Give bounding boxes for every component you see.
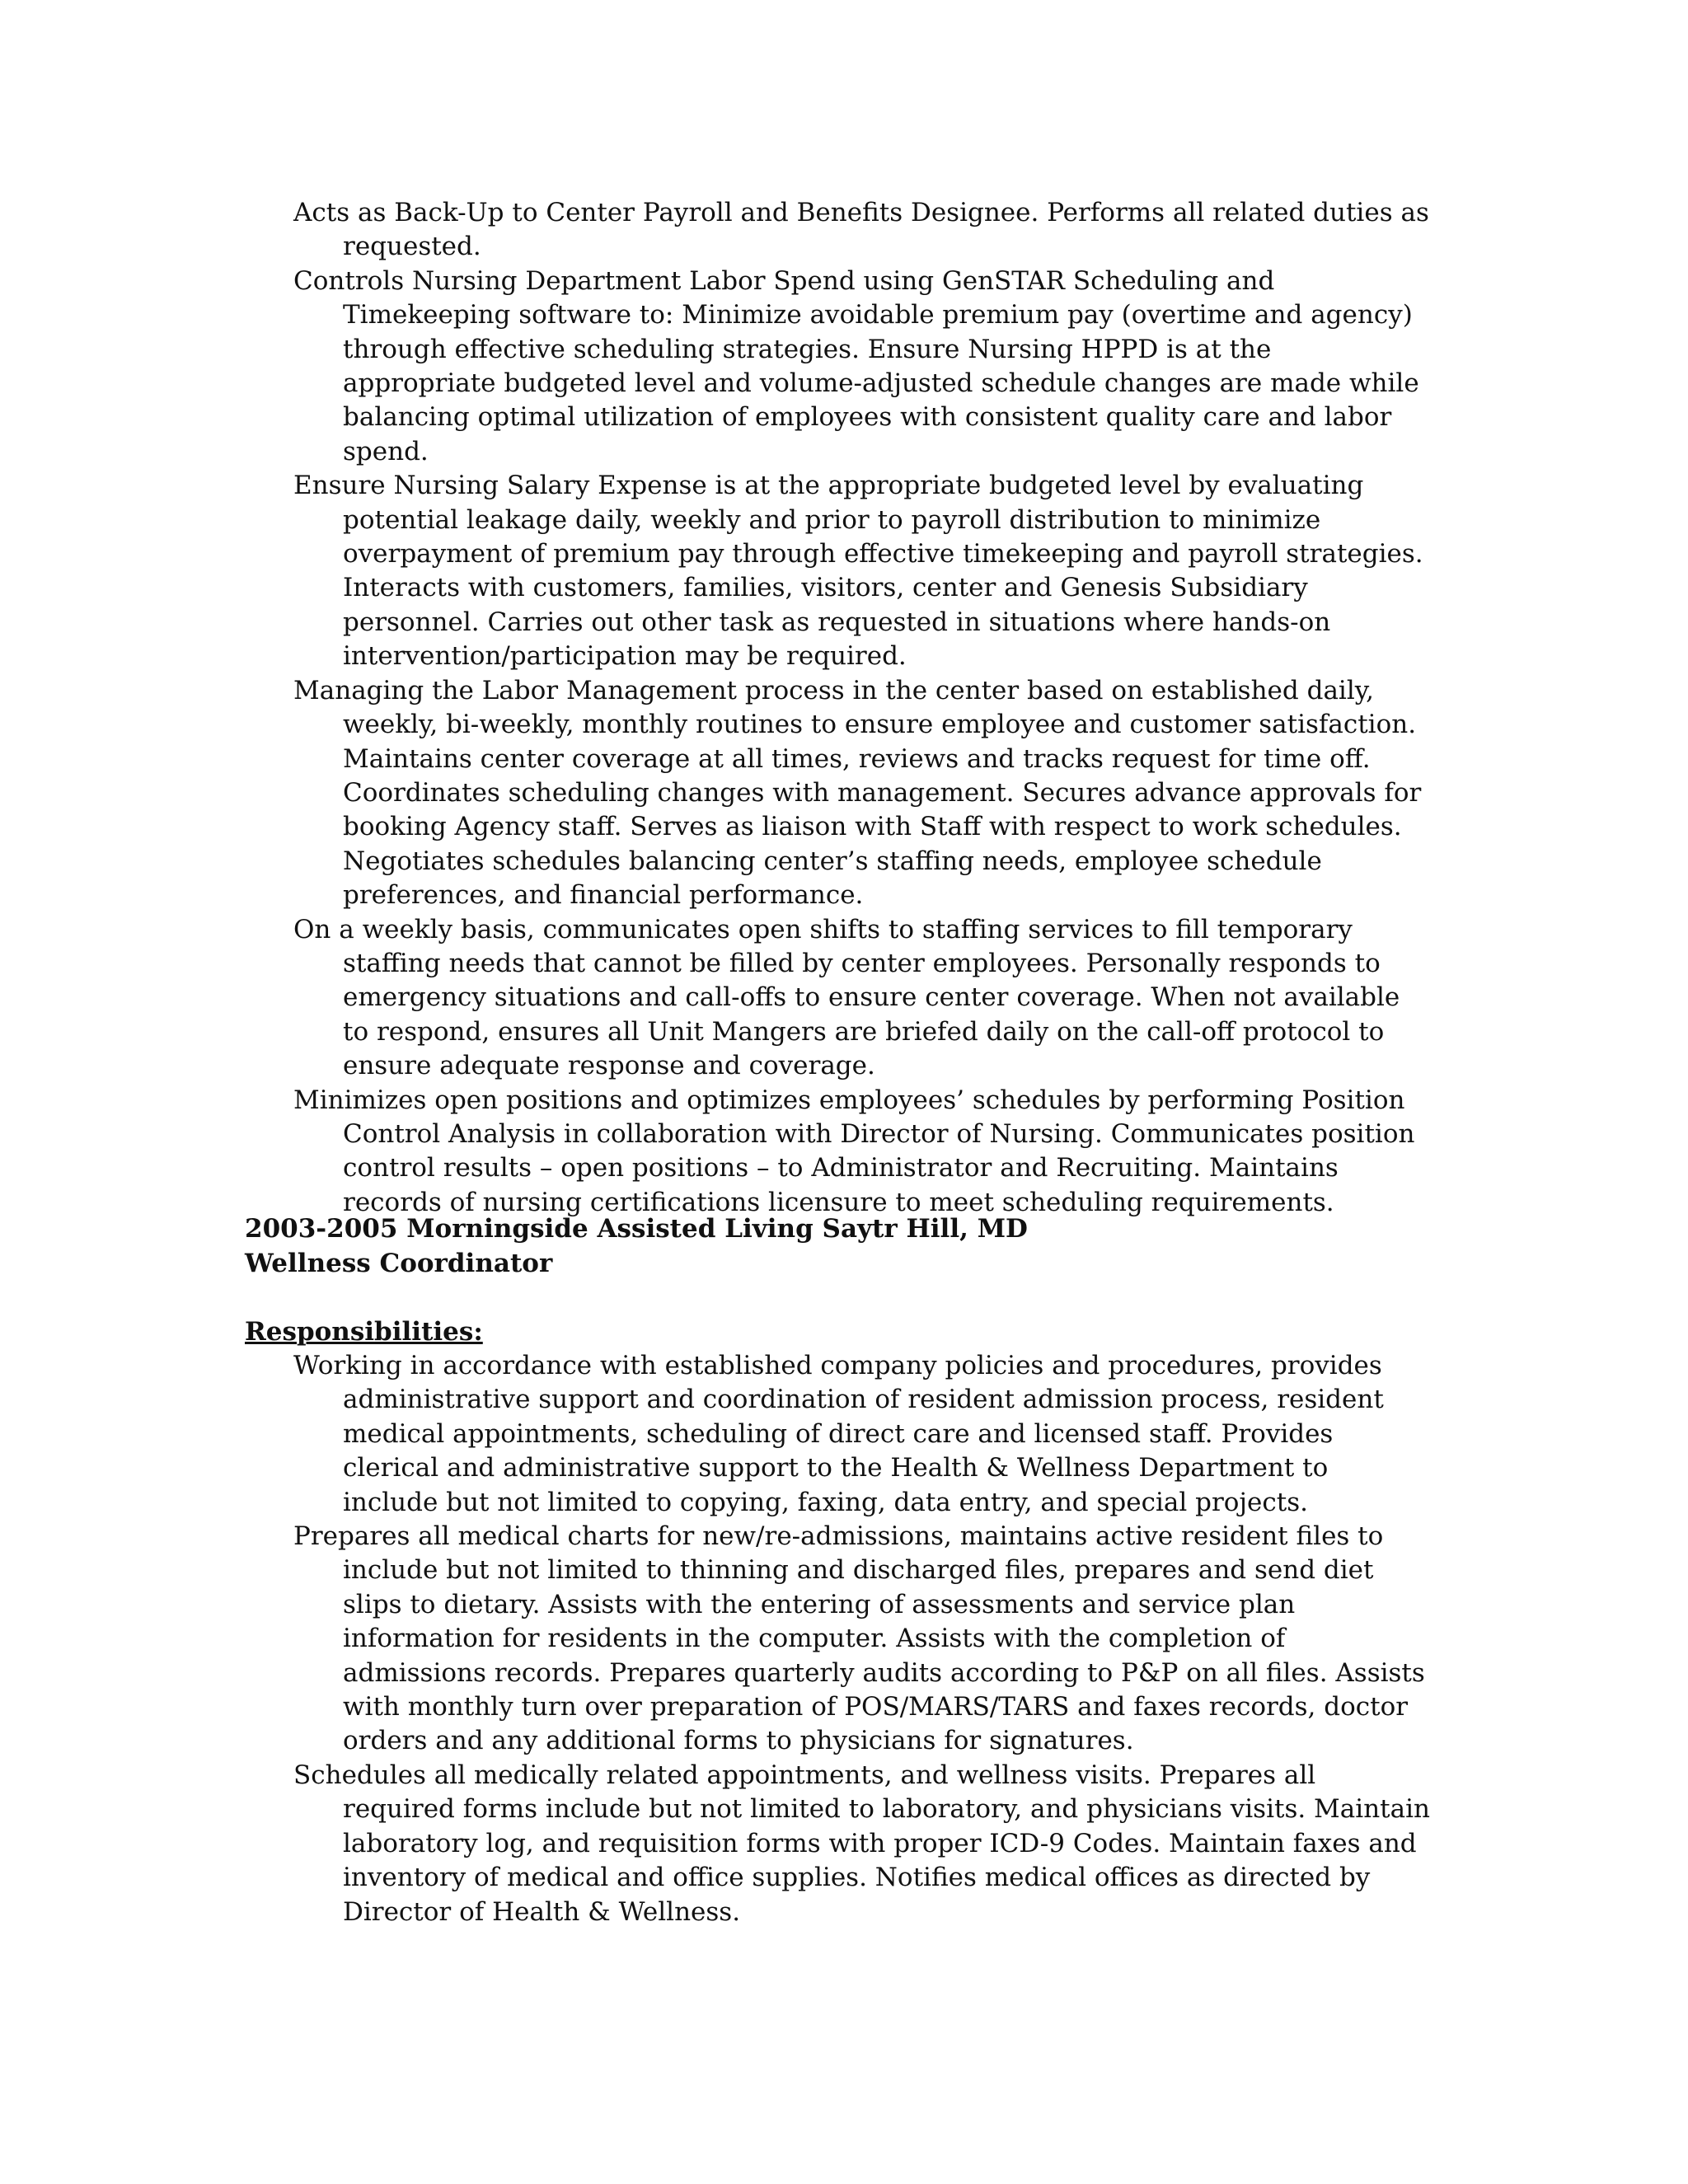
duty-item: Ensure Nursing Salary Expense is at the appropriate budgeted level by evaluating potential leakage daily, weekly and prior to payroll distribution to minimize overpayment of premium pay through effective timekeeping and payroll strategies. Interacts with customers, families, visitors, center and Genesis Subsidiary personnel. Carries out other task as requested in situations where hands-on intervention/participation may be required.: [293, 471, 1423, 672]
previous-job-duties-list: [293, 196, 1431, 1220]
duty-item: On a weekly basis, communicates open shifts to staffing services to fill temporary staffing needs that cannot be filled by center employees. Personally responds to emergency situations and call-offs to ensure center coverage. When not available to respond, ensures all Unit Mangers are briefed daily on the call-off protocol to ensure adequate response and coverage.: [293, 914, 1400, 1081]
job-title: Wellness Coordinator: [245, 1249, 553, 1278]
responsibilities-heading: Responsibilities:: [245, 1317, 483, 1347]
job-dates-employer: 2003-2005 Morningside Assisted Living Saytr Hill, MD: [245, 1214, 1028, 1244]
responsibilities-list: [293, 1349, 1431, 1929]
duty-item: Controls Nursing Department Labor Spend using GenSTAR Scheduling and Timekeeping software to: Minimize avoidable premium pay (overtime and agency) through effective scheduling strategies. Ensure Nursing HPPD is at the appropriate budgeted level and volume-adjusted schedule changes are made while balancing optimal utilization of employees with consistent quality care and labor spend.: [293, 265, 1419, 466]
duty-item: Acts as Back-Up to Center Payroll and Benefits Designee. Performs all related duties as requested.: [293, 198, 1429, 262]
duty-item: Managing the Labor Management process in the center based on established daily, weekly, bi-weekly, monthly routines to ensure employee and customer satisfaction. Maintains center coverage at all times, reviews and tracks request for time off. Coordinates scheduling changes with management. Secures advance approvals for booking Agency staff. Serves as liaison with Staff with respect to work schedules. Negotiates schedules balancing center’s staffing needs, employee schedule preferences, and financial performance.: [293, 675, 1422, 911]
job-header: [245, 1212, 1028, 1281]
duty-item: Minimizes open positions and optimizes employees’ schedules by performing Position Control Analysis in collaboration with Director of Nursing. Communicates position control results – open positions – to Administrator and Recruiting. Maintains records of nursing certifications licensure to meet scheduling requirements.: [293, 1085, 1415, 1217]
responsibility-item: Schedules all medically related appointments, and wellness visits. Prepares all required forms include but not limited to laboratory, and physicians visits. Maintain laboratory log, and requisition forms with proper ICD-9 Codes. Maintain faxes and inventory of medical and office supplies. Notifies medical offices as directed by Director of Health & Wellness.: [293, 1760, 1430, 1927]
responsibility-item: Prepares all medical charts for new/re-admissions, maintains active resident files to include but not limited to thinning and discharged files, prepares and send diet slips to dietary. Assists with the entering of assessments and service plan information for residents in the computer. Assists with the completion of admissions records. Prepares quarterly audits according to P&P on all files. Assists with monthly turn over preparation of POS/MARS/TARS and faxes records, doctor orders and any additional forms to physicians for signatures.: [293, 1521, 1425, 1756]
responsibility-item: Working in accordance with established company policies and procedures, provides administrative support and coordination of resident admission process, resident medical appointments, scheduling of direct care and licensed staff. Provides clerical and administrative support to the Health & Wellness Department to include but not limited to copying, faxing, data entry, and special projects.: [293, 1351, 1384, 1517]
